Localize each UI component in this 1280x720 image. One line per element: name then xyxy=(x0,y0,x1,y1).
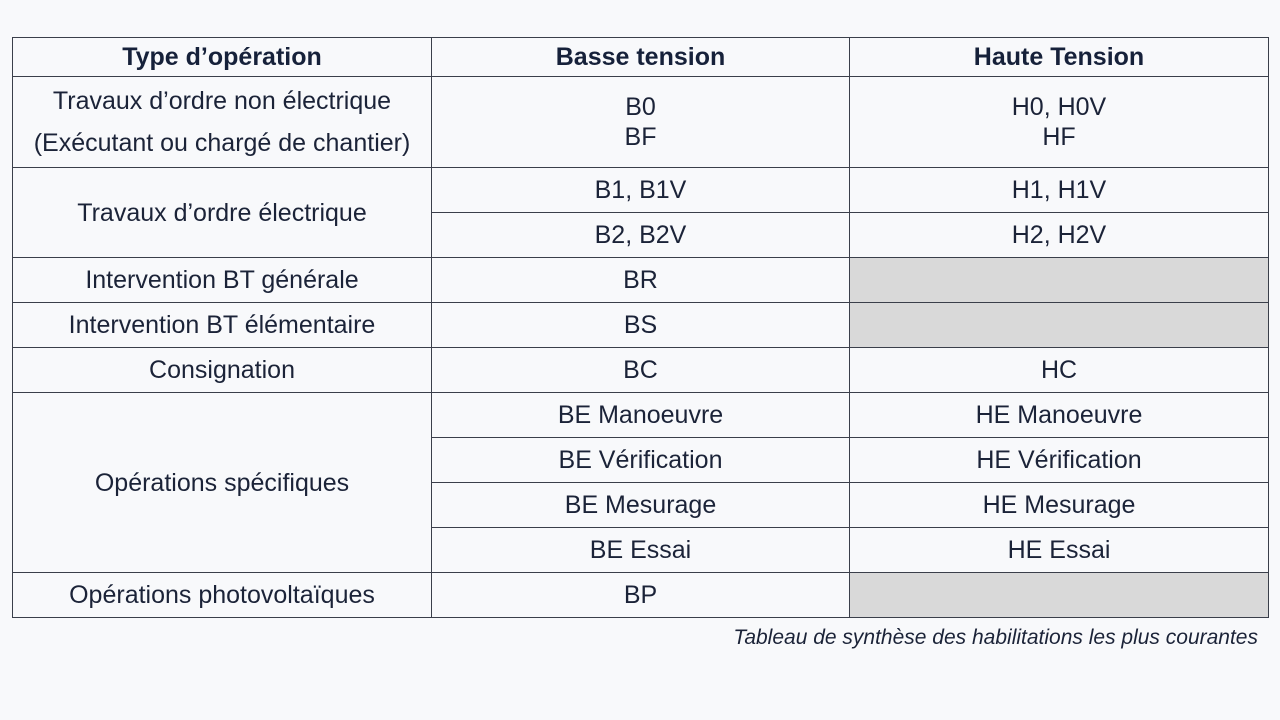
cell-ht: HE Vérification xyxy=(850,438,1269,483)
table-caption: Tableau de synthèse des habilitations les plus courantes xyxy=(733,626,1258,649)
table-row xyxy=(13,77,1269,168)
cell-ht: HE Manoeuvre xyxy=(850,393,1269,438)
cell-type: Intervention BT générale xyxy=(13,258,432,303)
cell-ht: HC xyxy=(850,348,1269,393)
cell-ht-empty xyxy=(850,258,1269,303)
header-haute-tension: Haute Tension xyxy=(850,38,1269,77)
cell-text: BF xyxy=(624,123,657,151)
cell-text: HF xyxy=(1042,123,1076,151)
cell-ht-empty xyxy=(850,303,1269,348)
table-row xyxy=(13,393,1269,438)
cell-type: Consignation xyxy=(13,348,432,393)
cell-type: Opérations photovoltaïques xyxy=(13,573,432,618)
table-row xyxy=(13,303,1269,348)
cell-bt: BE Mesurage xyxy=(432,483,850,528)
cell-type xyxy=(13,77,432,168)
table-row xyxy=(13,573,1269,618)
cell-ht: HE Essai xyxy=(850,528,1269,573)
cell-text: (Exécutant ou chargé de chantier) xyxy=(33,129,411,157)
cell-bt: BC xyxy=(432,348,850,393)
cell-bt: BE Manoeuvre xyxy=(432,393,850,438)
cell-bt xyxy=(432,77,850,168)
header-basse-tension: Basse tension xyxy=(432,38,850,77)
cell-bt: BS xyxy=(432,303,850,348)
cell-ht: H1, H1V xyxy=(850,168,1269,213)
cell-ht: HE Mesurage xyxy=(850,483,1269,528)
cell-type: Intervention BT élémentaire xyxy=(13,303,432,348)
cell-bt: BP xyxy=(432,573,850,618)
cell-bt: B2, B2V xyxy=(432,213,850,258)
cell-text: B0 xyxy=(625,93,656,121)
cell-text: Travaux d’ordre non électrique xyxy=(52,87,392,115)
header-row xyxy=(13,38,1269,77)
table-row xyxy=(13,348,1269,393)
cell-ht: H2, H2V xyxy=(850,213,1269,258)
cell-type: Travaux d’ordre électrique xyxy=(13,168,432,258)
cell-text: H0, H0V xyxy=(1011,93,1107,121)
cell-bt: BR xyxy=(432,258,850,303)
table-row xyxy=(13,168,1269,213)
cell-bt: BE Essai xyxy=(432,528,850,573)
cell-ht-empty xyxy=(850,573,1269,618)
cell-type: Opérations spécifiques xyxy=(13,393,432,573)
table-row xyxy=(13,258,1269,303)
habilitations-table xyxy=(12,37,1269,618)
cell-bt: BE Vérification xyxy=(432,438,850,483)
cell-ht xyxy=(850,77,1269,168)
cell-bt: B1, B1V xyxy=(432,168,850,213)
header-type-operation: Type d’opération xyxy=(13,38,432,77)
